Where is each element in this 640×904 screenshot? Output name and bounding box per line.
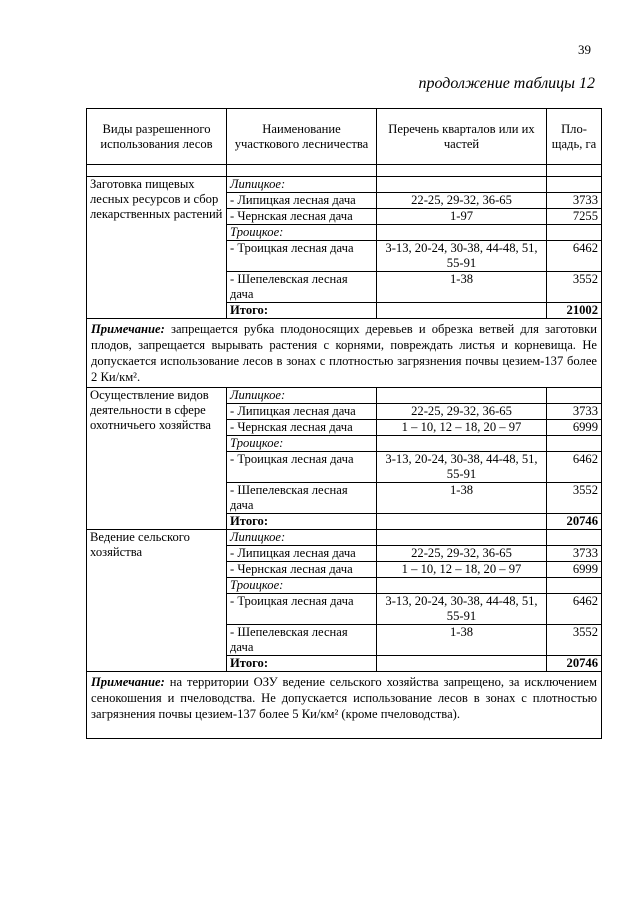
forest-dacha-name: - Чернская лесная дача [227, 420, 377, 436]
forestry-group: Троицкое: [227, 578, 377, 594]
quarters-cell: 1 – 10, 12 – 18, 20 – 97 [377, 562, 547, 578]
table-row [87, 388, 602, 404]
forest-dacha-name: - Липицкая лесная дача [227, 546, 377, 562]
forestry-group: Троицкое: [227, 436, 377, 452]
area-cell: 6462 [547, 452, 602, 483]
forest-dacha-name: - Липицкая лесная дача [227, 193, 377, 209]
area-cell: 6462 [547, 594, 602, 625]
forestry-group: Липицкое: [227, 177, 377, 193]
note-cell [87, 672, 602, 739]
table-row [87, 530, 602, 546]
area-cell: 6999 [547, 420, 602, 436]
area-cell: 7255 [547, 209, 602, 225]
total-area: 21002 [547, 303, 602, 319]
table-row [87, 177, 602, 193]
total-area: 20746 [547, 514, 602, 530]
header-use-type: Виды разрешенного использования лесов [87, 109, 227, 165]
note-label: Примечание: [91, 675, 165, 689]
forest-dacha-name: - Троицкая лесная дача [227, 241, 377, 272]
area-cell: 3733 [547, 404, 602, 420]
area-cell: 3733 [547, 193, 602, 209]
forest-dacha-name: - Липицкая лесная дача [227, 404, 377, 420]
forest-dacha-name: - Чернская лесная дача [227, 209, 377, 225]
header-forestry: Наименование участкового лесничества [227, 109, 377, 165]
forest-dacha-name: - Шепелевская лесная дача [227, 625, 377, 656]
total-label: Итого: [227, 514, 377, 530]
quarters-cell: 3-13, 20-24, 30-38, 44-48, 51, 55-91 [377, 452, 547, 483]
quarters-cell: 22-25, 29-32, 36-65 [377, 404, 547, 420]
header-area: Пло-щадь, га [547, 109, 602, 165]
forestry-group: Троицкое: [227, 225, 377, 241]
total-label: Итого: [227, 303, 377, 319]
quarters-cell: 3-13, 20-24, 30-38, 44-48, 51, 55-91 [377, 241, 547, 272]
note-row [87, 319, 602, 388]
area-cell: 6462 [547, 241, 602, 272]
quarters-cell: 3-13, 20-24, 30-38, 44-48, 51, 55-91 [377, 594, 547, 625]
area-cell: 3552 [547, 483, 602, 514]
note-text: на территории ОЗУ ведение сельского хозяйства запрещено, за исключением сенокошения и пчеловодства. Не допускается использование лесов в зонах с плотностью загрязнения почвы цезием-137 более 5 Ки/км² (кроме пчеловодства). [91, 675, 597, 721]
use-type-cell: Осуществление видов деятельности в сфере охотничьего хозяйства [87, 388, 227, 530]
forestry-group: Липицкое: [227, 388, 377, 404]
total-area: 20746 [547, 656, 602, 672]
total-label: Итого: [227, 656, 377, 672]
area-cell: 6999 [547, 562, 602, 578]
quarters-cell: 1-38 [377, 483, 547, 514]
forest-dacha-name: - Троицкая лесная дача [227, 452, 377, 483]
page-number: 39 [578, 42, 591, 57]
table-continuation-caption: продолжение таблицы 12 [418, 75, 595, 92]
quarters-cell: 1-38 [377, 272, 547, 303]
note-text: запрещается рубка плодоносящих деревьев и обрезка ветвей для заготовки плодов, запрещается вырывать растения с корнями, повреждать листья и корневища. Не допускается использование лесов в зонах с плотностью загрязнения почвы цезием-137 более 2 Ки/км². [91, 322, 598, 384]
quarters-cell: 1-97 [377, 209, 547, 225]
header-quarters: Перечень кварталов или их частей [377, 109, 547, 165]
table-header-row [87, 109, 602, 165]
forest-dacha-name: - Троицкая лесная дача [227, 594, 377, 625]
quarters-cell: 1-38 [377, 625, 547, 656]
use-type-cell: Заготовка пищевых лесных ресурсов и сбор лекарственных растений [87, 177, 227, 319]
note-row [87, 672, 602, 739]
quarters-cell: 22-25, 29-32, 36-65 [377, 546, 547, 562]
note-cell [87, 319, 602, 388]
forestry-group: Липицкое: [227, 530, 377, 546]
forest-dacha-name: - Шепелевская лесная дача [227, 483, 377, 514]
area-cell: 3552 [547, 625, 602, 656]
quarters-cell: 1 – 10, 12 – 18, 20 – 97 [377, 420, 547, 436]
forest-dacha-name: - Шепелевская лесная дача [227, 272, 377, 303]
quarters-cell: 22-25, 29-32, 36-65 [377, 193, 547, 209]
use-type-cell: Ведение сельского хозяйства [87, 530, 227, 672]
area-cell: 3733 [547, 546, 602, 562]
forest-dacha-name: - Чернская лесная дача [227, 562, 377, 578]
forest-use-table [86, 108, 602, 739]
note-label: Примечание: [91, 322, 165, 336]
area-cell: 3552 [547, 272, 602, 303]
spacer-row [87, 165, 602, 177]
